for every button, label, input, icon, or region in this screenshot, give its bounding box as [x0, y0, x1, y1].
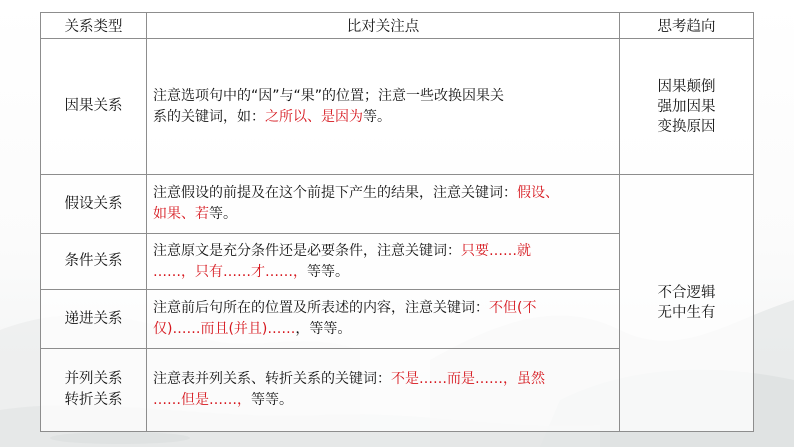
table-header-row: [41, 13, 754, 39]
keyword-highlight: ……但是……，: [153, 392, 251, 408]
header-type: 关系类型: [41, 13, 147, 39]
relation-type-label: 因果关系: [64, 98, 123, 114]
comparison-table: [40, 12, 754, 432]
focus-text: 系的关键词，如：: [153, 108, 265, 125]
focus-text-line: [153, 204, 613, 225]
focus-text: 注意原文是充分条件还是必要条件，注意关键词：: [153, 242, 461, 259]
focus-text: 注意前后句所在的位置及所表述的内容，注意关键词：: [153, 300, 489, 316]
header-focus: 比对关注点: [147, 13, 620, 39]
focus-text: 等等。: [251, 392, 293, 408]
focus-text-line: [153, 86, 613, 107]
relation-type-label: 并列关系: [64, 371, 123, 387]
focus-text-line: [153, 262, 613, 283]
keyword-highlight: 假设、: [517, 185, 559, 201]
relation-type-label: 转折关系: [64, 392, 123, 408]
focus-text: 注意选项句中的“因”与“果”的位置；注意一些改换因果关: [153, 87, 505, 104]
type-cell: [41, 349, 147, 432]
focus-text-line: [153, 298, 613, 319]
header-direction: 思考趋向: [620, 13, 754, 39]
keyword-highlight: 只要……就: [461, 242, 531, 259]
keyword-highlight: 不是……而是……，虽然: [391, 371, 545, 387]
direction-item: 强加因果: [657, 98, 716, 115]
type-cell: [41, 39, 147, 175]
focus-cell: [147, 349, 620, 432]
focus-text: ，等等。: [295, 321, 352, 337]
type-cell: [41, 234, 147, 290]
focus-text-line: [153, 107, 613, 128]
focus-text-line: [153, 369, 613, 390]
table-body: [41, 39, 754, 432]
focus-text: 注意假设的前提及在这个前提下产生的结果，注意关键词：: [153, 185, 517, 201]
keyword-highlight: ……，只有……才……，: [153, 263, 307, 280]
focus-text-line: [153, 183, 613, 204]
focus-text-line: [153, 319, 613, 340]
focus-cell: [147, 234, 620, 290]
direction-item: 因果颠倒: [657, 78, 716, 95]
relation-type-label: 递进关系: [64, 310, 123, 327]
focus-text: 等。: [363, 108, 391, 125]
keyword-highlight: 之所以、是因为: [265, 108, 363, 125]
focus-cell: [147, 175, 620, 234]
type-cell: [41, 175, 147, 234]
table-row: [41, 39, 754, 175]
focus-text-line: [153, 241, 613, 262]
focus-text-line: [153, 390, 613, 411]
focus-text: 等。: [209, 206, 237, 222]
direction-item: 无中生有: [657, 305, 716, 321]
table-row: [41, 175, 754, 234]
direction-item: 变换原因: [657, 118, 716, 135]
focus-cell: [147, 290, 620, 349]
direction-item: 不合逻辑: [657, 285, 716, 301]
relation-type-label: 假设关系: [64, 195, 123, 212]
keyword-highlight: 如果、若: [153, 206, 209, 222]
keyword-highlight: 仅)……而且(并且)……: [153, 321, 296, 337]
direction-cell: [620, 39, 754, 175]
focus-text: 等等。: [307, 263, 349, 280]
keyword-highlight: 不但(不: [489, 300, 537, 316]
relation-type-label: 条件关系: [64, 253, 123, 269]
direction-cell: [620, 175, 754, 432]
focus-cell: [147, 39, 620, 175]
focus-text: 注意表并列关系、转折关系的关键词：: [153, 371, 391, 387]
type-cell: [41, 290, 147, 349]
